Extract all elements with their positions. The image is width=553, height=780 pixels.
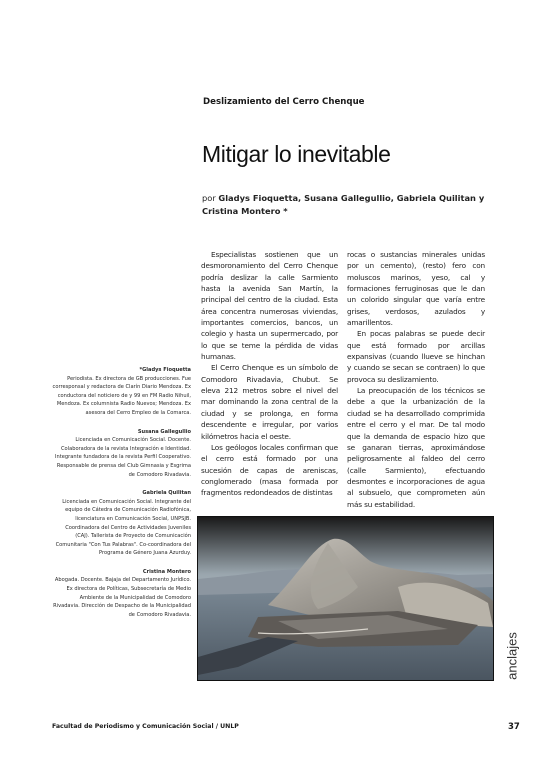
paragraph: Los geólogos locales confirman que el cerro está formado por una sucesión de capas de areniscas, conglomerado (masa formada por fragmentos redondeados de distintas [201, 442, 338, 498]
paragraph: Especialistas sostienen que un desmoronamiento del Cerro Chenque podría deslizar la calle Sarmiento hasta la avenida San Martín, la principal del centro de la ciudad. Esta área concentra numerosas viviendas, importantes comercios, bancos, un colegio y hasta un supermercado, por lo que se teme la pérdida de vidas humanas. [201, 250, 338, 362]
author-bio [52, 568, 191, 620]
paragraph: La preocupación de los técnicos se debe a que la urbanización de la ciudad se ha desarrollado comprimida entre el cerro y el mar. De tal modo que la demanda de espacio hizo que se ganaran tierras, aproximándose peligrosamente al faldeo del cerro (calle Sarmiento), efectuando desmontes e incorporaciones de agua al subsuelo, que comprometen aún más su estabilidad. [347, 386, 485, 509]
aerial-photo-drawing [198, 517, 493, 680]
body-column-2 [347, 249, 485, 510]
body-column-1 [201, 249, 338, 499]
side-tab-label: anclajes [504, 632, 520, 680]
author-bio [52, 428, 191, 480]
bio-name: *Gladys Fioquetta [139, 367, 191, 373]
bio-text: Licenciada en Comunicación Social. Integrante del equipo de Cátedra de Comunicación Radiofónica, licenciatura en Comunicación Social, UNPSJB. Coordinadora del Centro de Actividades Juveniles (CAJ). Tallerista de Proyecto de Comunicación Comunitaria "Con Tus Palabras". Co-coordinadora del Programa de Género Juana Azurduy. [55, 498, 191, 557]
byline [202, 192, 492, 217]
bio-text: Licenciada en Comunicación Social. Docente. Colaboradora de la revista Integración e Identidad. Integrante fundadora de la revista Perfil Cooperativo. Responsable de prensa del Club Gimnasia y Esgrima de Comodoro Rivadavia. [55, 437, 191, 478]
author-bio [52, 489, 191, 558]
section-side-tab [497, 632, 527, 680]
byline-prefix: por [202, 193, 216, 203]
paragraph: En pocas palabras se puede decir que está formado por arcillas expansivas (cuando llueve se hinchan y cuando se secan se contraen) lo que provoca su deslizamiento. [347, 329, 485, 384]
article-title: Mitigar lo inevitable [202, 141, 391, 167]
paragraph: El Cerro Chenque es un símbolo de Comodoro Rivadavia, Chubut. Se eleva 212 metros sobre el nivel del mar dominando la zona central de la ciudad y se prolonga, en forma descendente e irregular, por varios kilómetros hacia el oeste. [201, 363, 338, 441]
page-number: 37 [508, 722, 520, 732]
paragraph: rocas o sustancias minerales unidas por un cemento), (resto) fero con moluscos marinos, yeso, cal y formaciones ferruginosas que le dan un colorido singular que varía entre grises, verdosos, azulados y amarillentos. [347, 250, 485, 328]
bio-name: Gabriela Quilitan [142, 490, 191, 497]
bio-text: Periodista. Ex directora de GB producciones. Fue corresponsal y redactora de Clarín Diario Mendoza. Ex conductora del noticiero de y 99 en FM Radio Nihuil, Mendoza. Ex columnista Radio Nuevos; Mendoza. Ex asesora del Cerro Empleo de la Comarca. [52, 375, 191, 416]
footer-publisher: Facultad de Periodismo y Comunicación Social / UNLP [52, 723, 239, 730]
bio-name: Susana Gallegullio [137, 428, 191, 435]
section-label: Deslizamiento del Cerro Chenque [203, 97, 365, 107]
bio-name: Cristina Montero [142, 568, 191, 575]
author-bios [52, 366, 191, 629]
author-bio [52, 366, 191, 418]
bio-text: Abogada. Docente. Bajaja del Departamento Jurídico. Ex directora de Políticas, Subsecretaría de Medio Ambiente de la Municipalidad de Comodoro Rivadavia. Dirección de Despacho de la Municipalidad de Comodoro Rivadavia. [53, 577, 191, 618]
aerial-photo [197, 516, 494, 681]
byline-authors: Gladys Fioquetta, Susana Gallegullio, Gabriela Quilitan y Cristina Montero * [202, 193, 485, 216]
